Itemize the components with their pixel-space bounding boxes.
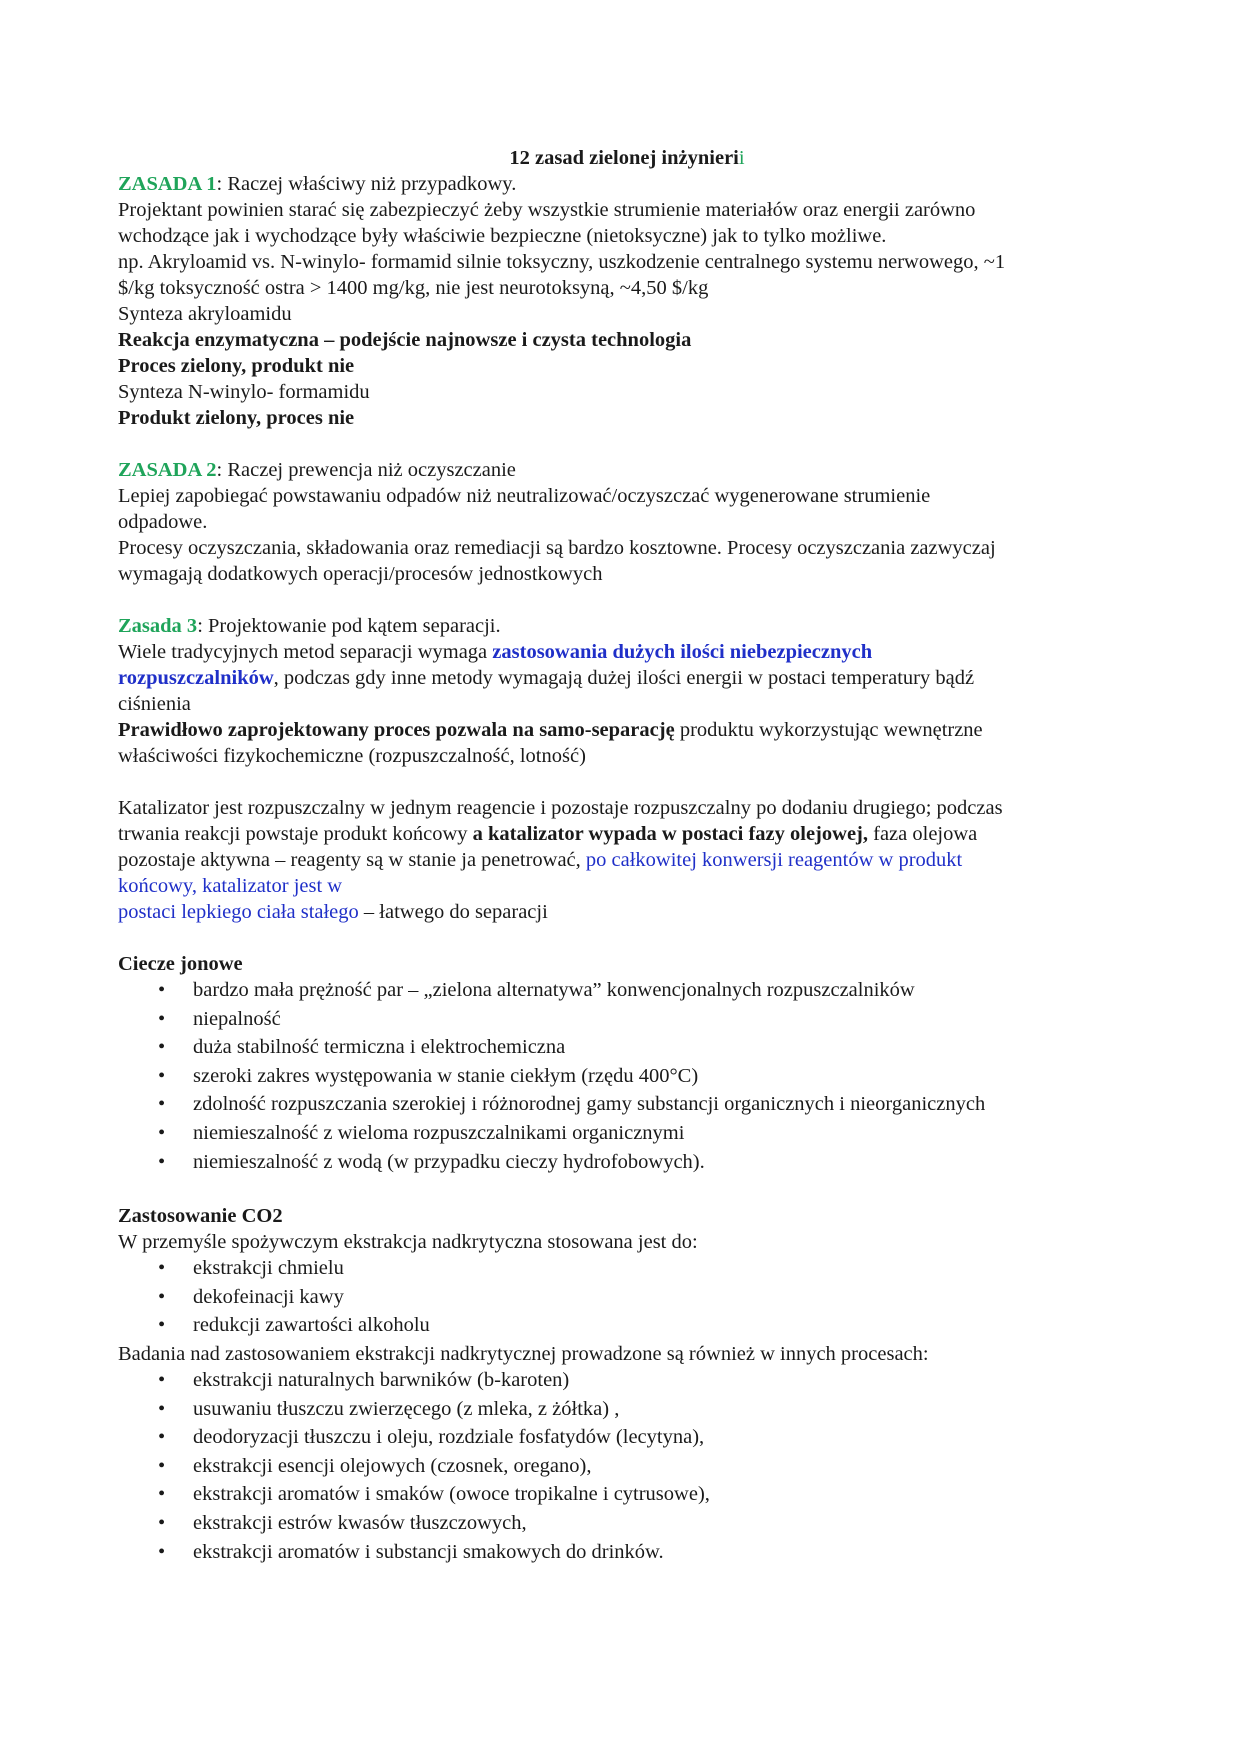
spacer: [118, 769, 1118, 795]
title-last-letter: i: [738, 147, 745, 169]
list-item: • zdolność rozpuszczania szerokiej i różnorodnej gamy substancji organicznych i nieorganicznych: [118, 1091, 1118, 1117]
paragraph-line: trwania reakcji powstaje produkt końcowy a katalizator wypada w postaci fazy olejowej, faza olejowa: [118, 823, 978, 845]
zasada-2-heading: ZASADA 2: Raczej prewencja niż oczyszczanie: [118, 459, 516, 481]
document-body: [118, 145, 1118, 1567]
list-item: • niepalność: [118, 1006, 1118, 1032]
list-item: • usuwaniu tłuszczu zwierzęcego (z mleka, z żółtka) ,: [118, 1396, 1118, 1422]
section-heading-co2: Zastosowanie CO2: [118, 1205, 283, 1228]
highlight-text: zastosowania dużych ilości niebezpiecznych: [492, 641, 873, 663]
bullet-list-co2-research: [118, 1367, 1118, 1565]
list-item: • niemieszalność z wieloma rozpuszczalnikami organicznymi: [118, 1120, 1118, 1146]
paragraph-line: Prawidłowo zaprojektowany proces pozwala na samo-separację produktu wykorzystując wewnętrzne: [118, 719, 983, 741]
list-item: • szeroki zakres występowania w stanie ciekłym (rzędu 400°C): [118, 1063, 1118, 1089]
paragraph-line: Synteza akryloamidu: [118, 303, 292, 325]
list-item: • ekstrakcji aromatów i substancji smakowych do drinków.: [118, 1539, 1118, 1565]
bold-line: Proces zielony, produkt nie: [118, 355, 355, 377]
highlight-text: po całkowitej konwersji reagentów w produkt: [585, 849, 963, 871]
highlight-text: rozpuszczalników: [118, 667, 274, 689]
spacer: [118, 431, 1118, 457]
spacer: [118, 925, 1118, 951]
paragraph-line: Procesy oczyszczania, składowania oraz remediacji są bardzo kosztowne. Procesy oczyszczania zazwyczaj: [118, 537, 996, 559]
zasada-1-heading: ZASADA 1: Raczej właściwy niż przypadkowy.: [118, 173, 517, 195]
paragraph-line: Wiele tradycyjnych metod separacji wymaga zastosowania dużych ilości niebezpiecznych: [118, 641, 873, 663]
paragraph-line: rozpuszczalników, podczas gdy inne metody wymagają dużej ilości energii w postaci temperatury bądź: [118, 667, 975, 689]
bullet-list-co2-food: [118, 1255, 1118, 1338]
list-item: • ekstrakcji estrów kwasów tłuszczowych,: [118, 1510, 1118, 1536]
paragraph-line: W przemyśle spożywczym ekstrakcja nadkrytyczna stosowana jest do:: [118, 1231, 698, 1254]
paragraph-line: właściwości fizykochemiczne (rozpuszczalność, lotność): [118, 745, 586, 767]
bold-line: Reakcja enzymatyczna – podejście najnowsze i czysta technologia: [118, 329, 692, 351]
spacer: [118, 587, 1118, 613]
section-heading-ciecze: Ciecze jonowe: [118, 953, 243, 975]
paragraph-line: ciśnienia: [118, 693, 191, 715]
zasada-3-label: Zasada 3: [118, 615, 198, 637]
spacer: [118, 1177, 1118, 1203]
list-item: • redukcji zawartości alkoholu: [118, 1312, 1118, 1338]
highlight-text: postaci lepkiego ciała stałego: [118, 901, 359, 923]
paragraph-line: Badania nad zastosowaniem ekstrakcji nadkrytycznej prowadzone są również w innych procesach:: [118, 1342, 929, 1365]
list-item: • deodoryzacji tłuszczu i oleju, rozdziale fosfatydów (lecytyna),: [118, 1424, 1118, 1450]
document-title: 12 zasad zielonej inżynierii: [509, 147, 745, 169]
paragraph-line: postaci lepkiego ciała stałego – łatwego do separacji: [118, 901, 548, 923]
paragraph-line: Synteza N-winylo- formamidu: [118, 381, 370, 403]
paragraph-line: np. Akryloamid vs. N-winylo- formamid silnie toksyczny, uszkodzenie centralnego systemu nerwowego, ~1: [118, 251, 1006, 273]
list-item: • ekstrakcji esencji olejowych (czosnek, oregano),: [118, 1453, 1118, 1479]
paragraph-line: $/kg toksyczność ostra > 1400 mg/kg, nie jest neurotoksyną, ~4,50 $/kg: [118, 277, 709, 299]
list-item: • duża stabilność termiczna i elektrochemiczna: [118, 1034, 1118, 1060]
bullet-list-ciecze: [118, 977, 1118, 1175]
paragraph-line: pozostaje aktywna – reagenty są w stanie ja penetrować, po całkowitej konwersji reagentów w produkt: [118, 849, 963, 871]
paragraph-line: Katalizator jest rozpuszczalny w jednym reagencie i pozostaje rozpuszczalny po dodaniu drugiego; podczas: [118, 797, 1003, 819]
paragraph-line: wchodzące jak i wychodzące były właściwie bezpieczne (nietoksyczne) jak to tylko możliwe.: [118, 225, 887, 247]
paragraph-line: Lepiej zapobiegać powstawaniu odpadów niż neutralizować/oczyszczać wygenerowane strumienie: [118, 485, 931, 507]
paragraph-line: Projektant powinien starać się zabezpieczyć żeby wszystkie strumienie materiałów oraz energii zarówno: [118, 199, 976, 221]
list-item: • ekstrakcji aromatów i smaków (owoce tropikalne i cytrusowe),: [118, 1481, 1118, 1507]
zasada-1-label: ZASADA 1: [118, 173, 217, 195]
zasada-3-heading: Zasada 3: Projektowanie pod kątem separacji.: [118, 615, 501, 637]
list-item: • dekofeinacji kawy: [118, 1284, 1118, 1310]
highlight-line: końcowy, katalizator jest w: [118, 875, 343, 897]
list-item: • ekstrakcji chmielu: [118, 1255, 1118, 1281]
list-item: • bardzo mała prężność par – „zielona alternatywa” konwencjonalnych rozpuszczalników: [118, 977, 1118, 1003]
zasada-2-label: ZASADA 2: [118, 459, 217, 481]
list-item: • ekstrakcji naturalnych barwników (b-karoten): [118, 1367, 1118, 1393]
list-item: • niemieszalność z wodą (w przypadku cieczy hydrofobowych).: [118, 1149, 1118, 1175]
paragraph-line: wymagają dodatkowych operacji/procesów jednostkowych: [118, 563, 603, 585]
bold-line: Produkt zielony, proces nie: [118, 407, 355, 429]
paragraph-line: odpadowe.: [118, 511, 208, 533]
